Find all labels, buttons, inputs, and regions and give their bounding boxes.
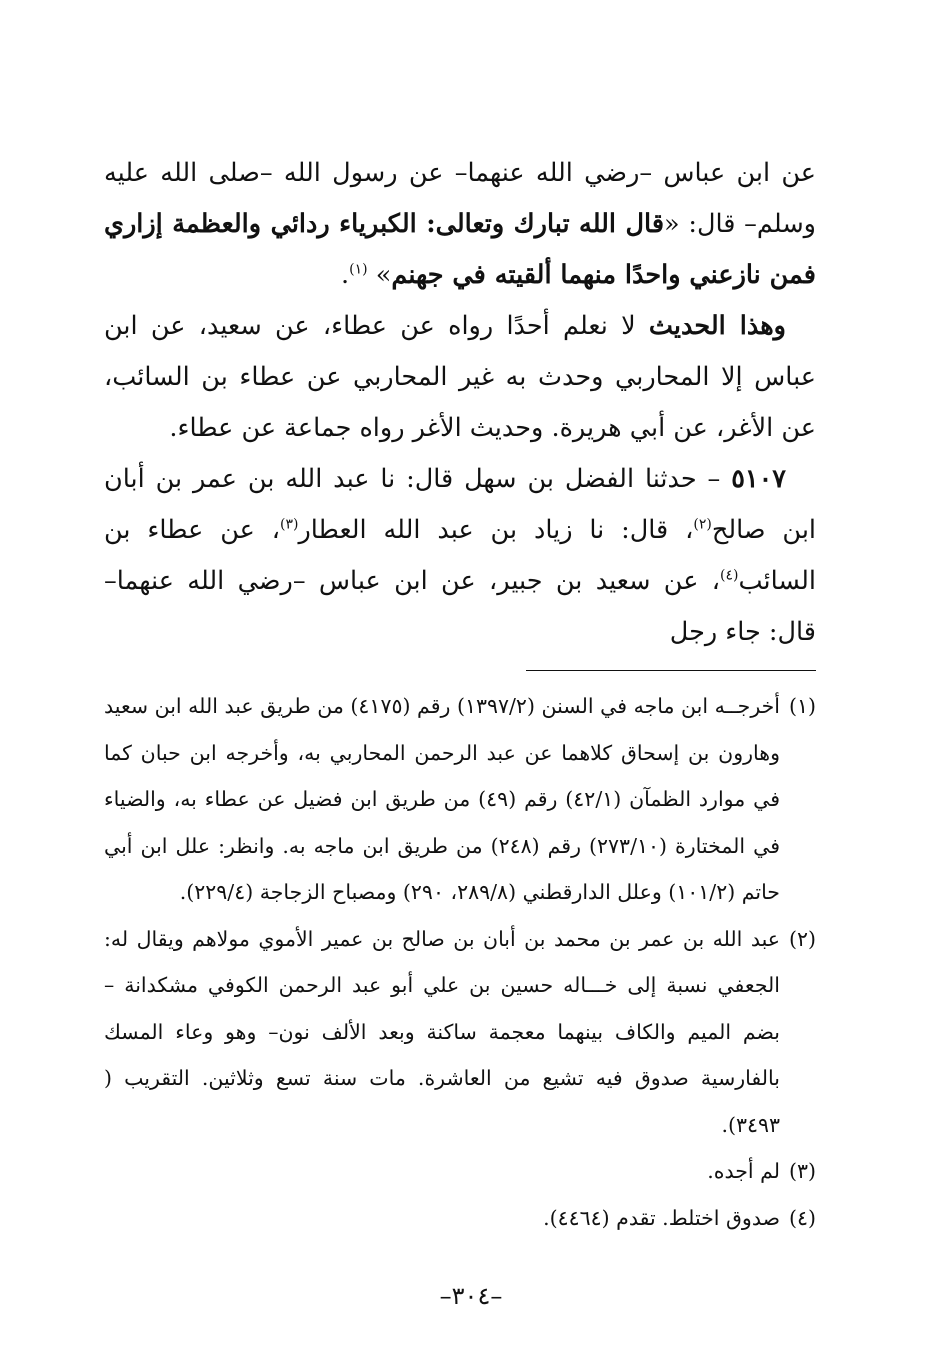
footnote-ref-2[interactable]: (٢) — [693, 516, 712, 533]
footnote-text: عبد الله بن عمر بن محمد بن أبان بن صالح بن عمير الأموي مولاهم ويقال له: الجعفي نسبة إلى خـــاله حسين بن علي أبو عبد الرحمن الكوفي مشكدانة – بضم الميم والكاف بينهما معجمة ساكنة وبعد الألف نون– وهو وعاء المسك بالفارسية صدوق فيه تشيع من العاشرة. مات سنة تسع وثلاثين. التقريب ( ٣٤٩٣). — [104, 926, 780, 1137]
footnotes — [104, 683, 816, 1241]
footnote-text: أخرجــه ابن ماجه في السنن (١٣٩٧/٢) رقم (٤١٧٥) من طريق عبد الله ابن سعيد وهارون بن إسحاق كلاهما عن عبد الرحمن المحاربي به، وأخرجه ابن حبان كما في موارد الظمآن (٤٢/١) رقم (٤٩) من طريق ابن فضيل عن عطاء به، والضياء في المختارة (٢٧٣/١٠) رقم (٢٤٨) من طريق ابن ماجه به. وانظر: علل ابن أبي حاتم (١٠١/٢) وعلل الدارقطني (٢٨٩/٨، ٢٩٠) ومصباح الزجاجة (٢٢٩/٤). — [104, 694, 781, 904]
footnote-2 — [104, 916, 816, 1149]
text-run: ، عن عطاء بن السائب — [104, 515, 816, 596]
footnote-ref-1[interactable]: (١) — [349, 261, 368, 278]
footnote-3 — [104, 1148, 816, 1195]
text-run: عن ابن عباس –رضي الله عنهما– عن رسول الله –صلى الله عليه وسلم– قال: « — [104, 158, 816, 239]
text-run: ، عن سعيد بن جبير، عن ابن عباس –رضي الله عنهما– قال: جاء رجل — [104, 566, 816, 647]
footnote-1 — [104, 683, 816, 916]
bold-lead: وهذا الحديث — [648, 311, 786, 341]
hadith-text: قال الله تبارك وتعالى: الكبرياء ردائي والعظمة إزاري فمن نازعني واحدًا منهما ألقيته في جهنم — [104, 209, 816, 290]
text-run: . — [341, 260, 350, 290]
footnote-ref-3[interactable]: (٣) — [279, 516, 299, 533]
footnote-number: (٣) — [788, 1159, 816, 1183]
footnote-text: لم أجده. — [707, 1159, 780, 1183]
footnote-number: (١) — [788, 694, 816, 718]
text-run: ، قال: نا زياد بن عبد الله العطار — [298, 515, 694, 545]
footnote-text: صدوق اختلط. تقدم (٤٤٦٤). — [543, 1205, 780, 1230]
hadith-number: ٥١٠٧ — [731, 464, 786, 494]
footnote-ref-4[interactable]: (٤) — [720, 567, 739, 584]
paragraph-1 — [104, 148, 816, 301]
footnote-number: (٤) — [788, 1205, 816, 1230]
footnote-4 — [104, 1195, 816, 1242]
page-body — [104, 148, 816, 1241]
footnote-number: (٢) — [788, 926, 816, 951]
footnote-separator — [526, 670, 816, 671]
text-run: – حدثنا الفضل بن سهل قال: نا عبد الله بن عمر بن أبان ابن صالح — [104, 464, 817, 545]
text-run: » — [375, 260, 392, 290]
paragraph-3 — [104, 454, 816, 658]
paragraph-2 — [104, 301, 816, 454]
page-number: –٣٠٤– — [439, 1282, 503, 1310]
main-text — [104, 148, 816, 658]
text-run: لا نعلم أحدًا رواه عن عطاء، عن سعيد، عن ابن عباس إلا المحاربي وحدث به غير المحاربي عن عطاء بن السائب، عن الأغر، عن أبي هريرة. وحديث الأغر رواه جماعة عن عطاء. — [104, 311, 816, 443]
